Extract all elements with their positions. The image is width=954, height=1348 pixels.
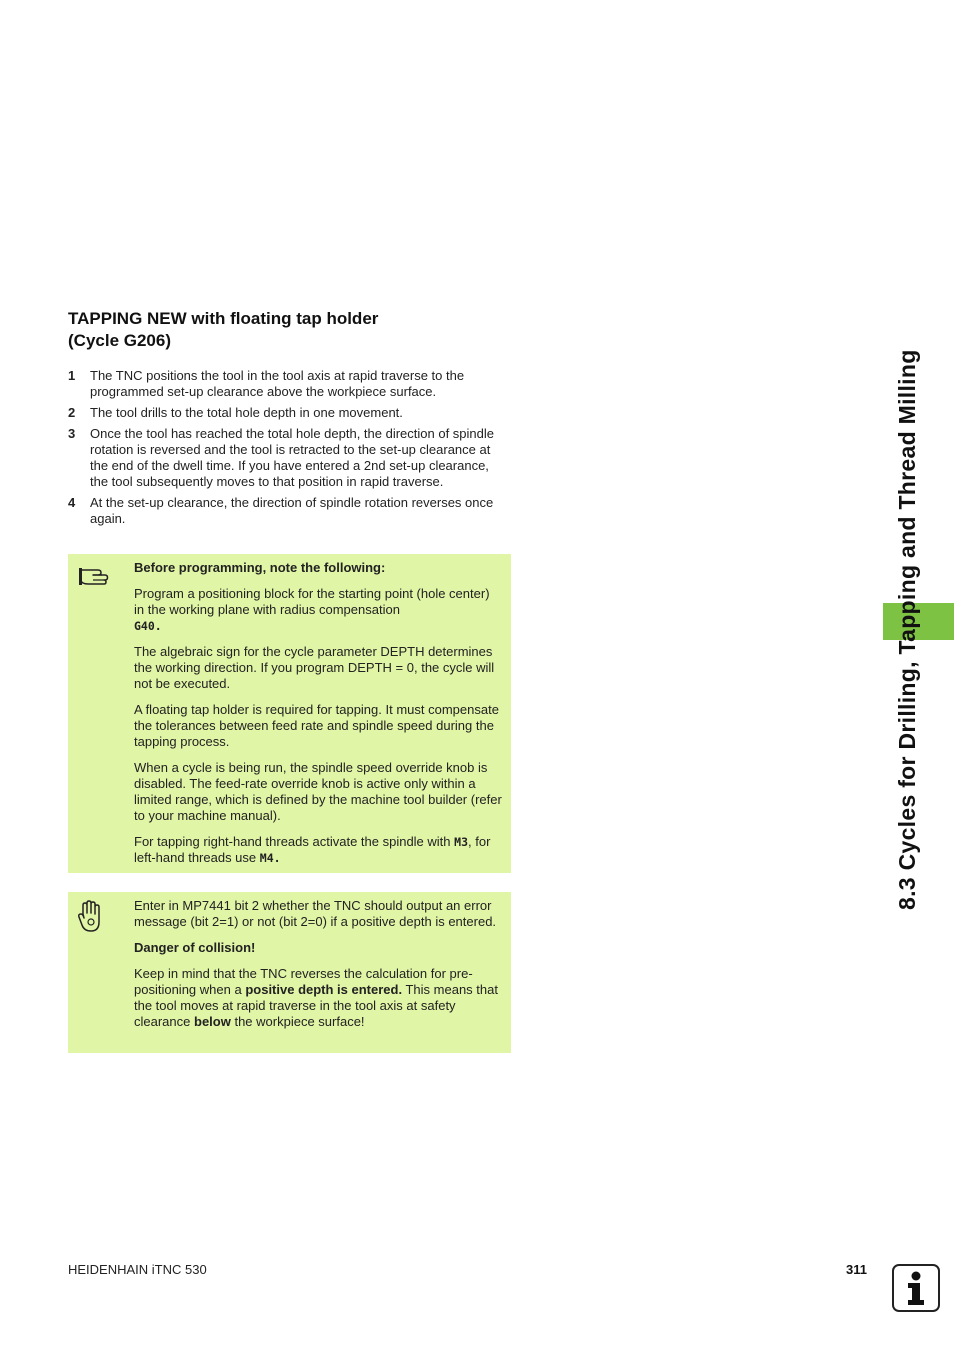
info-icon [892, 1264, 940, 1312]
section-heading [68, 308, 508, 352]
note-paragraph: A floating tap holder is required for tapping. It must compensate the tolerances between feed rate and spindle speed during the tapping process. [134, 702, 499, 749]
code-m3: M3 [454, 835, 469, 849]
step-text: At the set-up clearance, the direction of spindle rotation reverses once again. [90, 495, 494, 526]
heading-line-2: (Cycle G206) [68, 331, 171, 350]
note-paragraph: Keep in mind that the TNC reverses the calculation for pre-positioning when a positive depth is entered. This means that the tool moves at rapid traverse in the tool axis at safety clearance below the workpiece surface! [134, 966, 498, 1029]
pointing-hand-icon [78, 562, 114, 590]
note-paragraph: Enter in MP7441 bit 2 whether the TNC should output an error message (bit 2=1) or not (bit 2=0) if a positive depth is entered. [134, 898, 497, 929]
danger-label: Danger of collision! [134, 940, 256, 955]
step-number: 2 [68, 405, 76, 420]
step-number: 3 [68, 426, 76, 441]
note-paragraph: Program a positioning block for the starting point (hole center) in the working plane with radius compensation G40. [134, 586, 490, 633]
note-paragraph: For tapping right-hand threads activate the spindle with M3, for left-hand threads use M4. [134, 834, 491, 865]
heading-line-1: TAPPING NEW with floating tap holder [68, 309, 379, 328]
chapter-title: 8.3 Cycles for Drilling, Tapping and Thread Milling [894, 349, 920, 910]
footer-manual-name: HEIDENHAIN iTNC 530 [68, 1262, 207, 1277]
machine-note [68, 892, 511, 1053]
step-text: Once the tool has reached the total hole depth, the direction of spindle rotation is reversed and the tool is retracted to the set-up clearance at the end of the dwell time. If you have entered a 2nd set-up clearance, the tool subsequently moves to that position in rapid traverse. [90, 426, 494, 489]
step-text: The tool drills to the total hole depth in one movement. [90, 405, 403, 420]
step-number: 1 [68, 368, 76, 383]
step-item [68, 426, 508, 490]
code-g40: G40. [134, 619, 162, 633]
note-paragraph: The algebraic sign for the cycle parameter DEPTH determines the working direction. If you program DEPTH = 0, the cycle will not be executed. [134, 644, 495, 691]
note-title: Before programming, note the following: [134, 560, 386, 575]
step-number: 4 [68, 495, 76, 510]
code-m4: M4. [259, 851, 281, 865]
step-text: The TNC positions the tool in the tool axis at rapid traverse to the programmed set-up clearance above the workpiece surface. [90, 368, 465, 399]
programming-note [68, 554, 511, 873]
step-item [68, 495, 508, 527]
note-paragraph: When a cycle is being run, the spindle speed override knob is disabled. The feed-rate override knob is active only within a limited range, which is defined by the machine tool builder (refer to your machine manual). [134, 760, 502, 823]
step-list [68, 368, 508, 532]
step-item [68, 368, 508, 400]
machine-hand-icon [78, 900, 104, 938]
step-item [68, 405, 508, 421]
page-number: 311 [846, 1262, 867, 1277]
